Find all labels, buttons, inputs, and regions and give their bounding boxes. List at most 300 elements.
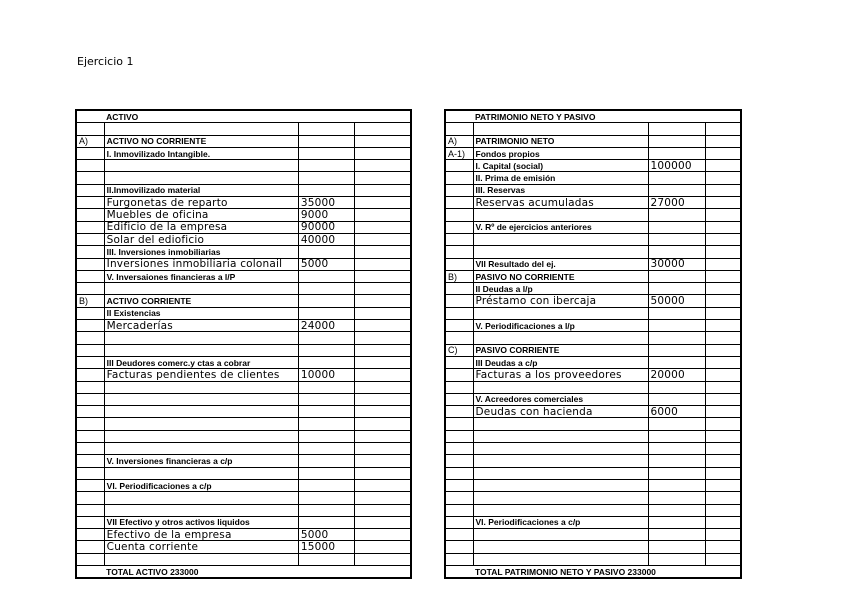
extra-cell [705, 258, 741, 270]
section-code [76, 381, 104, 393]
amount-cell: 20000 [648, 369, 705, 381]
account-label [104, 406, 298, 418]
account-label: ACTIVO NO CORRIENTE [104, 135, 298, 147]
section-code [445, 369, 473, 381]
pasivo-row [445, 430, 741, 442]
section-code [445, 467, 473, 479]
amount-cell [648, 356, 705, 368]
amount-cell [648, 246, 705, 258]
account-label [473, 307, 648, 319]
extra-cell [355, 455, 411, 467]
account-label: V. Acreedores comerciales [473, 393, 648, 405]
pasivo-row [445, 443, 741, 455]
amount-cell [648, 492, 705, 504]
activo-row [76, 430, 411, 442]
section-code: C) [445, 344, 473, 356]
activo-row [76, 406, 411, 418]
section-code [76, 270, 104, 282]
extra-cell [705, 455, 741, 467]
pasivo-row [445, 270, 741, 282]
extra-cell [355, 393, 411, 405]
section-code [445, 430, 473, 442]
account-label: Facturas a los proveedores [473, 369, 648, 381]
account-label: PASIVO NO CORRIENTE [473, 270, 648, 282]
amount-cell [298, 430, 354, 442]
section-code [445, 184, 473, 196]
section-code [445, 393, 473, 405]
pasivo-row [445, 516, 741, 528]
account-label [104, 172, 298, 184]
section-code [445, 246, 473, 258]
amount-cell [648, 344, 705, 356]
account-label [473, 246, 648, 258]
pasivo-row [445, 221, 741, 233]
extra-cell [705, 381, 741, 393]
extra-cell [705, 283, 741, 295]
account-label: Mercaderías [104, 320, 298, 332]
section-code [445, 443, 473, 455]
section-code [76, 553, 104, 565]
section-code [76, 172, 104, 184]
amount-cell [648, 418, 705, 430]
exercise-title: Ejercicio 1 [77, 55, 134, 68]
section-code [76, 492, 104, 504]
amount-cell: 6000 [648, 406, 705, 418]
extra-cell [705, 246, 741, 258]
extra-cell [705, 479, 741, 491]
section-code [76, 344, 104, 356]
amount-cell [298, 246, 354, 258]
section-code [76, 320, 104, 332]
section-code [445, 233, 473, 245]
extra-cell [355, 320, 411, 332]
extra-cell [355, 332, 411, 344]
section-code [445, 295, 473, 307]
amount-cell: 15000 [298, 541, 354, 553]
section-code [76, 307, 104, 319]
extra-cell [355, 406, 411, 418]
section-code [76, 418, 104, 430]
pasivo-row [445, 209, 741, 221]
account-label: VI. Periodificaciones a c/p [104, 479, 298, 491]
amount-cell [298, 147, 354, 159]
section-code [445, 110, 473, 123]
account-label [473, 233, 648, 245]
account-label [104, 283, 298, 295]
amount-cell: 40000 [298, 233, 354, 245]
extra-cell [705, 209, 741, 221]
extra-cell [355, 430, 411, 442]
extra-cell [355, 209, 411, 221]
extra-cell [705, 197, 741, 209]
pasivo-row [445, 307, 741, 319]
account-label: Solar del edioficio [104, 233, 298, 245]
section-code [445, 221, 473, 233]
account-label: Efectivo de la empresa [104, 529, 298, 541]
account-label: VII Efectivo y otros activos liquidos [104, 516, 298, 528]
extra-cell [355, 246, 411, 258]
amount-cell [298, 135, 354, 147]
pasivo-row [445, 541, 741, 553]
extra-cell [355, 221, 411, 233]
extra-cell [705, 369, 741, 381]
extra-cell [705, 443, 741, 455]
section-code [445, 356, 473, 368]
section-code [76, 541, 104, 553]
activo-row [76, 135, 411, 147]
section-code [445, 406, 473, 418]
account-label [104, 418, 298, 430]
activo-row [76, 455, 411, 467]
account-label [473, 123, 648, 135]
amount-cell [648, 283, 705, 295]
account-label [473, 430, 648, 442]
extra-cell [355, 283, 411, 295]
extra-cell [705, 516, 741, 528]
account-label: Edificio de la empresa [104, 221, 298, 233]
account-label: VII Resultado del ej. [473, 258, 648, 270]
section-code [445, 529, 473, 541]
amount-cell: 5000 [298, 529, 354, 541]
extra-cell [355, 233, 411, 245]
activo-row [76, 295, 411, 307]
account-label: II.Inmovilizado material [104, 184, 298, 196]
pasivo-row [445, 344, 741, 356]
amount-cell: 90000 [298, 221, 354, 233]
amount-cell [648, 504, 705, 516]
account-label [473, 418, 648, 430]
account-label [473, 467, 648, 479]
amount-cell: 9000 [298, 209, 354, 221]
account-label [104, 430, 298, 442]
amount-cell [298, 184, 354, 196]
extra-cell [355, 307, 411, 319]
extra-cell [355, 123, 411, 135]
amount-cell [648, 430, 705, 442]
pasivo-row [445, 455, 741, 467]
section-code [76, 504, 104, 516]
amount-cell [648, 123, 705, 135]
pasivo-row [445, 295, 741, 307]
amount-cell: 100000 [648, 160, 705, 172]
activo-row [76, 147, 411, 159]
pasivo-total-label: TOTAL PATRIMONIO NETO Y PASIVO 233000 [473, 565, 741, 578]
amount-cell [648, 221, 705, 233]
section-code [76, 369, 104, 381]
section-code [445, 504, 473, 516]
pasivo-row [445, 418, 741, 430]
activo-row [76, 197, 411, 209]
section-code [76, 479, 104, 491]
account-label [104, 553, 298, 565]
pasivo-row [445, 197, 741, 209]
section-code [76, 123, 104, 135]
activo-table [75, 109, 412, 579]
section-code [76, 110, 104, 123]
extra-cell [705, 270, 741, 282]
activo-row [76, 209, 411, 221]
account-label [104, 443, 298, 455]
pasivo-row [445, 147, 741, 159]
amount-cell [648, 516, 705, 528]
section-code [76, 332, 104, 344]
extra-cell [705, 233, 741, 245]
extra-cell [705, 553, 741, 565]
account-label [104, 492, 298, 504]
extra-cell [705, 123, 741, 135]
account-label: I. Capital (social) [473, 160, 648, 172]
extra-cell [355, 270, 411, 282]
amount-cell [298, 393, 354, 405]
account-label: V. Periodificaciones a l/p [473, 320, 648, 332]
activo-row [76, 504, 411, 516]
extra-cell [355, 147, 411, 159]
pasivo-row [445, 258, 741, 270]
activo-total-label: TOTAL ACTIVO 233000 [104, 565, 411, 578]
extra-cell [705, 184, 741, 196]
account-label: PATRIMONIO NETO Y PASIVO [473, 110, 741, 123]
section-code [76, 246, 104, 258]
section-code [76, 406, 104, 418]
extra-cell [355, 443, 411, 455]
extra-cell [355, 135, 411, 147]
amount-cell [648, 172, 705, 184]
amount-cell [298, 344, 354, 356]
amount-cell [298, 516, 354, 528]
account-label [104, 160, 298, 172]
section-code [76, 516, 104, 528]
activo-row [76, 369, 411, 381]
amount-cell [648, 381, 705, 393]
section-code [445, 123, 473, 135]
activo-row [76, 160, 411, 172]
extra-cell [355, 295, 411, 307]
amount-cell [648, 479, 705, 491]
amount-cell [298, 295, 354, 307]
section-code: B) [76, 295, 104, 307]
account-label [473, 479, 648, 491]
pasivo-row [445, 332, 741, 344]
section-code [445, 381, 473, 393]
account-label: Deudas con hacienda [473, 406, 648, 418]
section-code [76, 443, 104, 455]
activo-row [76, 467, 411, 479]
extra-cell [355, 160, 411, 172]
amount-cell [298, 160, 354, 172]
activo-row [76, 492, 411, 504]
amount-cell [648, 307, 705, 319]
activo-row [76, 381, 411, 393]
extra-cell [355, 529, 411, 541]
account-label: ACTIVO CORRIENTE [104, 295, 298, 307]
account-label: VI. Periodificaciones a c/p [473, 516, 648, 528]
extra-cell [355, 197, 411, 209]
pasivo-row [445, 467, 741, 479]
section-code [445, 541, 473, 553]
amount-cell [648, 184, 705, 196]
activo-row [76, 283, 411, 295]
account-label: II Deudas a l/p [473, 283, 648, 295]
extra-cell [705, 430, 741, 442]
amount-cell [298, 332, 354, 344]
account-label [473, 332, 648, 344]
pasivo-row [445, 110, 741, 123]
section-code [445, 172, 473, 184]
amount-cell [298, 443, 354, 455]
extra-cell [705, 147, 741, 159]
amount-cell [648, 233, 705, 245]
section-code [445, 320, 473, 332]
account-label [104, 344, 298, 356]
amount-cell [648, 135, 705, 147]
section-code [76, 233, 104, 245]
section-code [445, 418, 473, 430]
pasivo-row [445, 381, 741, 393]
section-code [445, 258, 473, 270]
section-code [445, 492, 473, 504]
amount-cell [648, 393, 705, 405]
account-label: Préstamo con ibercaja [473, 295, 648, 307]
account-label [473, 553, 648, 565]
pasivo-row [445, 356, 741, 368]
account-label: III Deudores comerc.y ctas a cobrar [104, 356, 298, 368]
amount-cell [648, 270, 705, 282]
amount-cell [298, 418, 354, 430]
extra-cell [355, 172, 411, 184]
extra-cell [355, 516, 411, 528]
amount-cell [648, 209, 705, 221]
extra-cell [705, 307, 741, 319]
amount-cell: 5000 [298, 258, 354, 270]
account-label [104, 467, 298, 479]
section-code: B) [445, 270, 473, 282]
extra-cell [705, 504, 741, 516]
account-label [104, 332, 298, 344]
account-label: V. Rº de ejercicios anteriores [473, 221, 648, 233]
activo-row [76, 123, 411, 135]
extra-cell [705, 356, 741, 368]
pasivo-row [445, 246, 741, 258]
activo-row [76, 307, 411, 319]
extra-cell [705, 295, 741, 307]
amount-cell [648, 467, 705, 479]
account-label: V. Inversaiones financieras a l/P [104, 270, 298, 282]
extra-cell [705, 541, 741, 553]
account-label: III Deudas a c/p [473, 356, 648, 368]
extra-cell [705, 160, 741, 172]
extra-cell [355, 492, 411, 504]
section-code [76, 430, 104, 442]
amount-cell [298, 172, 354, 184]
section-code [445, 307, 473, 319]
extra-cell [705, 135, 741, 147]
amount-cell [648, 320, 705, 332]
amount-cell [298, 455, 354, 467]
extra-cell [355, 504, 411, 516]
pasivo-table [444, 109, 742, 579]
amount-cell [298, 283, 354, 295]
amount-cell [298, 406, 354, 418]
section-code [76, 221, 104, 233]
section-code [445, 209, 473, 221]
extra-cell [705, 406, 741, 418]
account-label [473, 492, 648, 504]
activo-row [76, 221, 411, 233]
pasivo-total-row [445, 565, 741, 578]
amount-cell [648, 455, 705, 467]
account-label: Inversiones inmobiliaria colonail [104, 258, 298, 270]
activo-row [76, 270, 411, 282]
amount-cell: 35000 [298, 197, 354, 209]
amount-cell [298, 479, 354, 491]
section-code [76, 184, 104, 196]
section-code [445, 516, 473, 528]
extra-cell [355, 369, 411, 381]
amount-cell [298, 504, 354, 516]
account-label: V. Inversiones financieras a c/p [104, 455, 298, 467]
activo-row [76, 332, 411, 344]
activo-row [76, 553, 411, 565]
pasivo-row [445, 529, 741, 541]
account-label [473, 443, 648, 455]
extra-cell [355, 258, 411, 270]
section-code: A) [76, 135, 104, 147]
pasivo-row [445, 283, 741, 295]
pasivo-row [445, 135, 741, 147]
account-label [473, 529, 648, 541]
activo-row [76, 541, 411, 553]
activo-row [76, 516, 411, 528]
account-label: PATRIMONIO NETO [473, 135, 648, 147]
account-label: III. Reservas [473, 184, 648, 196]
account-label: II. Prima de emisión [473, 172, 648, 184]
amount-cell [298, 307, 354, 319]
section-code [76, 283, 104, 295]
account-label: III. Inversiones inmobiliarias [104, 246, 298, 258]
activo-row [76, 246, 411, 258]
amount-cell [648, 529, 705, 541]
section-code [76, 455, 104, 467]
account-label [104, 123, 298, 135]
account-label [104, 381, 298, 393]
account-label: Cuenta corriente [104, 541, 298, 553]
amount-cell [298, 492, 354, 504]
account-label [473, 455, 648, 467]
account-label [104, 393, 298, 405]
account-label: Furgonetas de reparto [104, 197, 298, 209]
extra-cell [705, 529, 741, 541]
amount-cell [648, 443, 705, 455]
pasivo-row [445, 172, 741, 184]
amount-cell: 27000 [648, 197, 705, 209]
activo-row [76, 356, 411, 368]
activo-total-row [76, 565, 411, 578]
section-code [76, 467, 104, 479]
section-code [445, 160, 473, 172]
section-code [76, 356, 104, 368]
amount-cell: 10000 [298, 369, 354, 381]
section-code [76, 209, 104, 221]
account-label [104, 504, 298, 516]
activo-row [76, 110, 411, 123]
extra-cell [705, 418, 741, 430]
amount-cell [298, 123, 354, 135]
amount-cell [298, 270, 354, 282]
extra-cell [705, 492, 741, 504]
section-code: A-1) [445, 147, 473, 159]
extra-cell [355, 344, 411, 356]
activo-row [76, 233, 411, 245]
